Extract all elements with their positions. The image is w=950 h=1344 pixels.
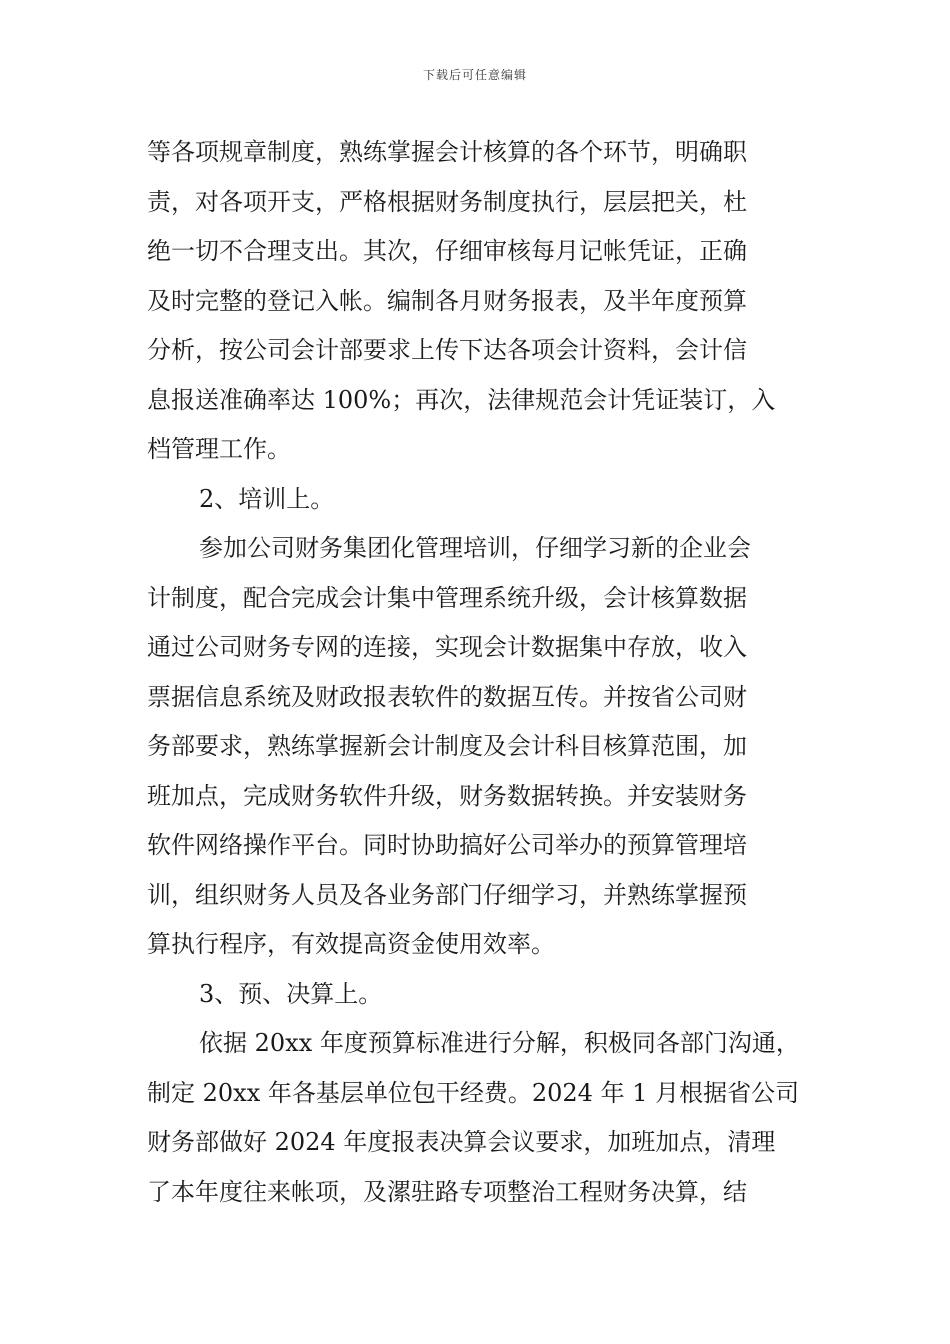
text-line: 息报送准确率达 100%；再次，法律规范会计凭证装订，入 xyxy=(147,385,776,414)
text-line: 档管理工作。 xyxy=(147,435,291,463)
text-line: 财务部做好 2024 年度报表决算会议要求，加班加点，清理 xyxy=(147,1128,776,1156)
text-line: 及时完整的登记入帐。编制各月财务报表，及半年度预算 xyxy=(147,286,747,315)
text-line: 了本年度往来帐项，及漯驻路专项整治工程财务决算，结 xyxy=(147,1177,747,1206)
text-line: 务部要求，熟练掌握新会计制度及会计科目核算范围，加 xyxy=(147,732,747,760)
text-line: 算执行程序，有效提高资金使用效率。 xyxy=(147,930,555,958)
text-line: 分析，按公司会计部要求上传下达各项会计资料，会计信 xyxy=(147,336,747,364)
text-line: 制定 20xx 年各基层单位包干经费。2024 年 1 月根据省公司 xyxy=(147,1078,800,1107)
text-line: 训，组织财务人员及各业务部门仔细学习，并熟练掌握预 xyxy=(147,880,747,909)
page-header: 下载后可任意编辑 xyxy=(422,68,527,82)
document-body xyxy=(147,128,809,1217)
text-line: 计制度，配合完成会计集中管理系统升级，会计核算数据 xyxy=(147,583,747,612)
text-line: 绝一切不合理支出。其次，仔细审核每月记帐凭证，正确 xyxy=(147,237,747,265)
paragraph-first-line: 依据 20xx 年度预算标准进行分解，积极同各部门沟通， xyxy=(199,1029,800,1057)
text-line: 等各项规章制度，熟练掌握会计核算的各个环节，明确职 xyxy=(147,138,747,166)
text-line: 软件网络操作平台。同时协助搞好公司举办的预算管理培 xyxy=(147,831,747,859)
section-heading: 2、培训上。 xyxy=(199,484,335,513)
text-line: 票据信息系统及财政报表软件的数据互传。并按省公司财 xyxy=(147,682,747,711)
text-line: 责，对各项开支，严格根据财务制度执行，层层把关，杜 xyxy=(147,187,747,216)
text-line: 通过公司财务专网的连接，实现会计数据集中存放，收入 xyxy=(147,633,747,661)
text-line: 班加点，完成财务软件升级，财务数据转换。并安装财务 xyxy=(147,781,747,810)
paragraph-first-line: 参加公司财务集团化管理培训，仔细学习新的企业会 xyxy=(199,534,751,562)
section-heading: 3、预、决算上。 xyxy=(199,979,383,1008)
